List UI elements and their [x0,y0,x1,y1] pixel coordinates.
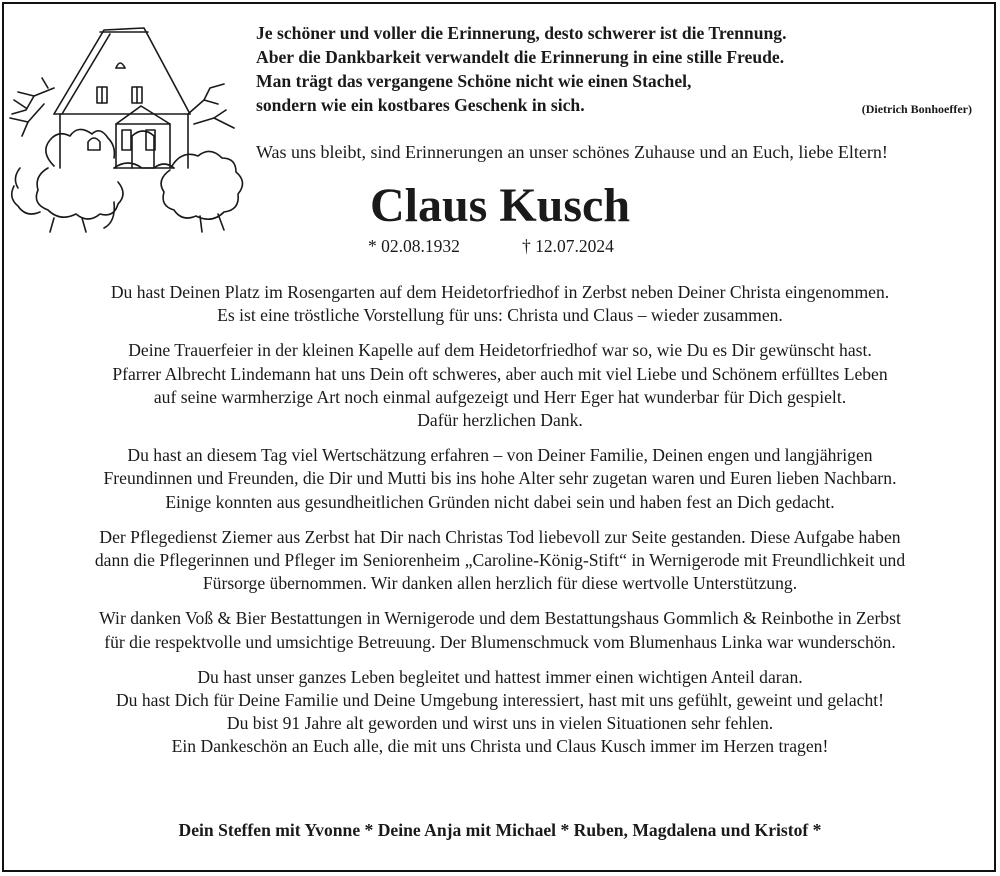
paragraph-farewell [20,666,980,759]
text-line: Pfarrer Albrecht Lindemann hat uns Dein oft schweres, aber auch mit viel Liebe und Schönem erfülltes Leben [112,363,888,384]
text-line: Du hast unser ganzes Leben begleitet und hattest immer einen wichtigen Anteil daran. [197,666,803,687]
text-line: Ein Dankeschön an Euch alle, die mit uns Christa und Claus Kusch immer im Herzen tragen! [171,736,829,757]
text-line: Du bist 91 Jahre alt geworden und wirst uns in vielen Situationen sehr fehlen. [226,713,774,734]
text-line: dann die Pflegerinnen und Pfleger im Seniorenheim „Caroline-König-Stift“ in Wernigerode mit Freundlichkeit und [94,550,906,571]
quote-line: Je schöner und voller die Erinnerung, desto schwerer ist die Trennung. [256,23,787,43]
birth-date: * 02.08.1932 [368,236,460,256]
text-line: Wir danken Voß & Bier Bestattungen in Wernigerode und dem Bestattungshaus Gommlich & Reinbothe in Zerbst [99,608,901,629]
quote-line: Aber die Dankbarkeit verwandelt die Erinnerung in eine stille Freude. [256,47,785,67]
text-line: für die respektvolle und umsichtige Betreuung. Der Blumenschmuck vom Blumenhaus Linka war wunderschön. [104,631,896,652]
text-line: Du hast an diesem Tag viel Wertschätzung erfahren – von Deiner Familie, Deinen engen und langjährigen [127,445,873,466]
house-illustration-icon [4,18,254,234]
quote-author: (Dietrich Bonhoeffer) [861,102,972,116]
memory-subtitle: Was uns bleibt, sind Erinnerungen an unser schönes Zuhause und an Euch, liebe Eltern! [256,142,888,162]
paragraph-care-service [20,526,980,596]
notice-body [20,281,980,771]
quote-line: Man trägt das vergangene Schöne nicht wie einen Stachel, [256,71,692,91]
text-line: Einige konnten aus gesundheitlichen Gründen nicht dabei sein und haben fest an Dich gedacht. [165,491,835,512]
text-line: Freundinnen und Freunden, die Dir und Mutti bis ins hohe Alter sehr zugetan waren und Euren lieben Nachbarn. [103,468,897,489]
text-line: Fürsorge übernommen. Wir danken allen herzlich für diese wertvolle Unterstützung. [202,573,798,594]
text-line: Du hast Deinen Platz im Rosengarten auf dem Heidetorfriedhof in Zerbst neben Deiner Christa eingenommen. [110,282,890,302]
paragraph-funeral-homes [20,607,980,653]
paragraph-funeral-service [20,339,980,432]
text-line: auf seine warmherzige Art noch einmal aufgezeigt und Herr Eger hat wunderbar für Dich gespielt. [153,386,847,407]
text-line: Du hast Dich für Deine Familie und Deine Umgebung interessiert, hast mit uns gefühlt, geweint und gelacht! [115,690,885,711]
death-date: † 12.07.2024 [522,236,614,256]
text-line: Es ist eine tröstliche Vorstellung für uns: Christa und Claus – wieder zusammen. [217,305,783,326]
text-line: Der Pflegedienst Ziemer aus Zerbst hat Dir nach Christas Tod liebevoll zur Seite gestanden. Diese Aufgabe haben [99,526,901,547]
deceased-name: Claus Kusch [369,179,631,232]
text-line: Deine Trauerfeier in der kleinen Kapelle auf dem Heidetorfriedhof war so, wie Du es Dir gewünscht hast. [128,340,872,361]
family-signature: Dein Steffen mit Yvonne * Deine Anja mit Michael * Ruben, Magdalena und Kristof * [178,820,822,840]
paragraph-resting-place [20,281,980,327]
paragraph-appreciation [20,444,980,514]
text-line: Dafür herzlichen Dank. [417,410,583,431]
quote-line: sondern wie ein kostbares Geschenk in sich. [256,95,585,115]
